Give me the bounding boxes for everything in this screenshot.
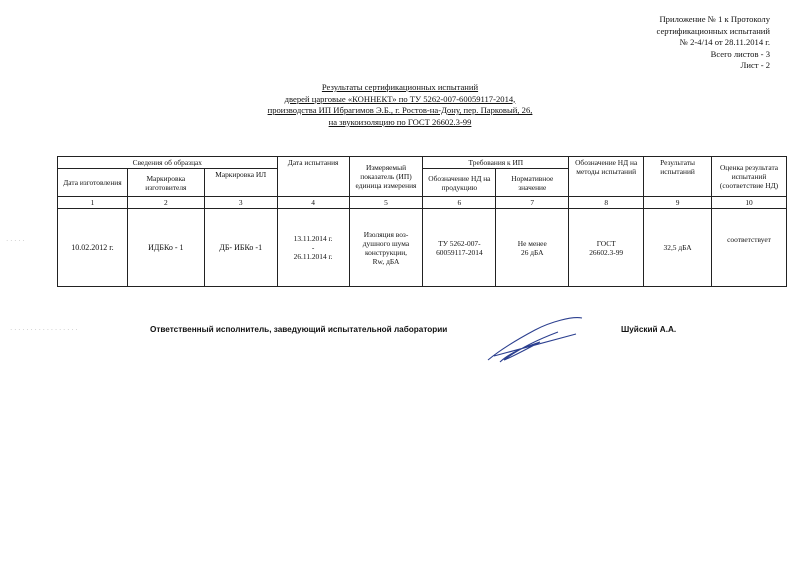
column-number: 9 (644, 197, 712, 209)
date-made-header: Дата изготовления (58, 169, 128, 197)
title-line: дверей царговые «КОННЕКТ» по ТУ 5262-007-60059117-2014, (284, 93, 516, 104)
normative-line: 26 дБА (521, 247, 544, 257)
column-number: 2 (127, 197, 204, 209)
appendix-note (657, 14, 770, 72)
handwritten-signature (480, 312, 590, 367)
title-line: на звукоизоляцию по ГОСТ 26602.3-99 (328, 116, 472, 127)
test-date-header: Дата испытания (277, 157, 349, 197)
measured-line: душного шума (362, 238, 410, 248)
document-title (200, 82, 600, 128)
column-number: 6 (423, 197, 496, 209)
marking-lab-header: Маркировка ИЛ (204, 169, 277, 197)
marking-maker-cell: ИДБКо - 1 (127, 209, 204, 287)
measured-line: Изоляция воз- (363, 229, 409, 239)
nd-product-line: ТУ 5262-007- (438, 238, 481, 248)
appendix-line: № 2-4/14 от 28.11.2014 г. (679, 37, 770, 47)
method-line: 26602.3-99 (589, 247, 624, 257)
nd-product-cell (423, 209, 496, 287)
appendix-line: Всего листов - 3 (710, 48, 770, 59)
method-cell (569, 209, 644, 287)
faded-scan-text: · · · · · (6, 237, 25, 245)
test-date-dash: - (311, 243, 315, 252)
header-row-1 (58, 157, 787, 169)
column-numbers-row (58, 197, 787, 209)
date-made-cell: 10.02.2012 г. (58, 209, 128, 287)
signatory-name: Шуйский А.А. (621, 325, 677, 334)
normative-line: Не менее (517, 238, 547, 248)
assessment-cell: соответствует (712, 209, 787, 287)
measured-header: Измеряемый показатель (ИП) единица измерения (349, 157, 423, 197)
title-line: Результаты сертификационных испытаний (321, 82, 479, 92)
table-row (58, 209, 787, 287)
nd-product-header: Обозначение НД на продукцию (423, 169, 496, 197)
column-number: 1 (58, 197, 128, 209)
appendix-line: Лист - 2 (740, 60, 770, 70)
results-header: Результаты испытаний (644, 157, 712, 197)
measured-line: Rw, дБА (372, 256, 400, 266)
nd-product-line: 60059117-2014 (436, 247, 483, 257)
measured-line: конструкции, (364, 247, 408, 257)
marking-maker-header: Маркировка изготовителя (127, 169, 204, 197)
marking-lab-cell: ДБ- ИБКо -1 (204, 209, 277, 287)
column-number: 7 (496, 197, 569, 209)
group-samples-header: Сведения об образцах (58, 157, 278, 169)
signatory-position: Ответственный исполнитель, заведующий испытательной лаборатории (150, 325, 448, 334)
appendix-line: Приложение № 1 к Протоколу (659, 14, 770, 24)
column-number: 3 (204, 197, 277, 209)
method-doc-header: Обозначение НД на методы испытаний (569, 157, 644, 197)
test-date-from: 13.11.2014 г. (293, 234, 333, 243)
result-cell: 32,5 дБА (644, 209, 712, 287)
appendix-line: сертификационных испытаний (656, 25, 770, 36)
measured-cell (349, 209, 423, 287)
column-number: 10 (712, 197, 787, 209)
column-number: 5 (349, 197, 423, 209)
results-table (57, 156, 787, 287)
method-line: ГОСТ (596, 238, 616, 248)
assessment-header: Оценка результата испытаний (соответствие НД) (712, 157, 787, 197)
column-number: 8 (569, 197, 644, 209)
normative-cell (496, 209, 569, 287)
test-date-cell (277, 209, 349, 287)
title-line: производства ИП Ибрагимов Э.Б., г. Ростов-на-Дону, пер. Парковый, 26, (267, 105, 533, 115)
faded-scan-text: · · · · · · · · · · · · · · · · · (10, 326, 78, 334)
normative-header: Нормативное значение (496, 169, 569, 197)
column-number: 4 (277, 197, 349, 209)
group-requirements-header: Требования к ИП (423, 157, 569, 169)
test-date-to: 26.11.2014 г. (293, 252, 333, 261)
